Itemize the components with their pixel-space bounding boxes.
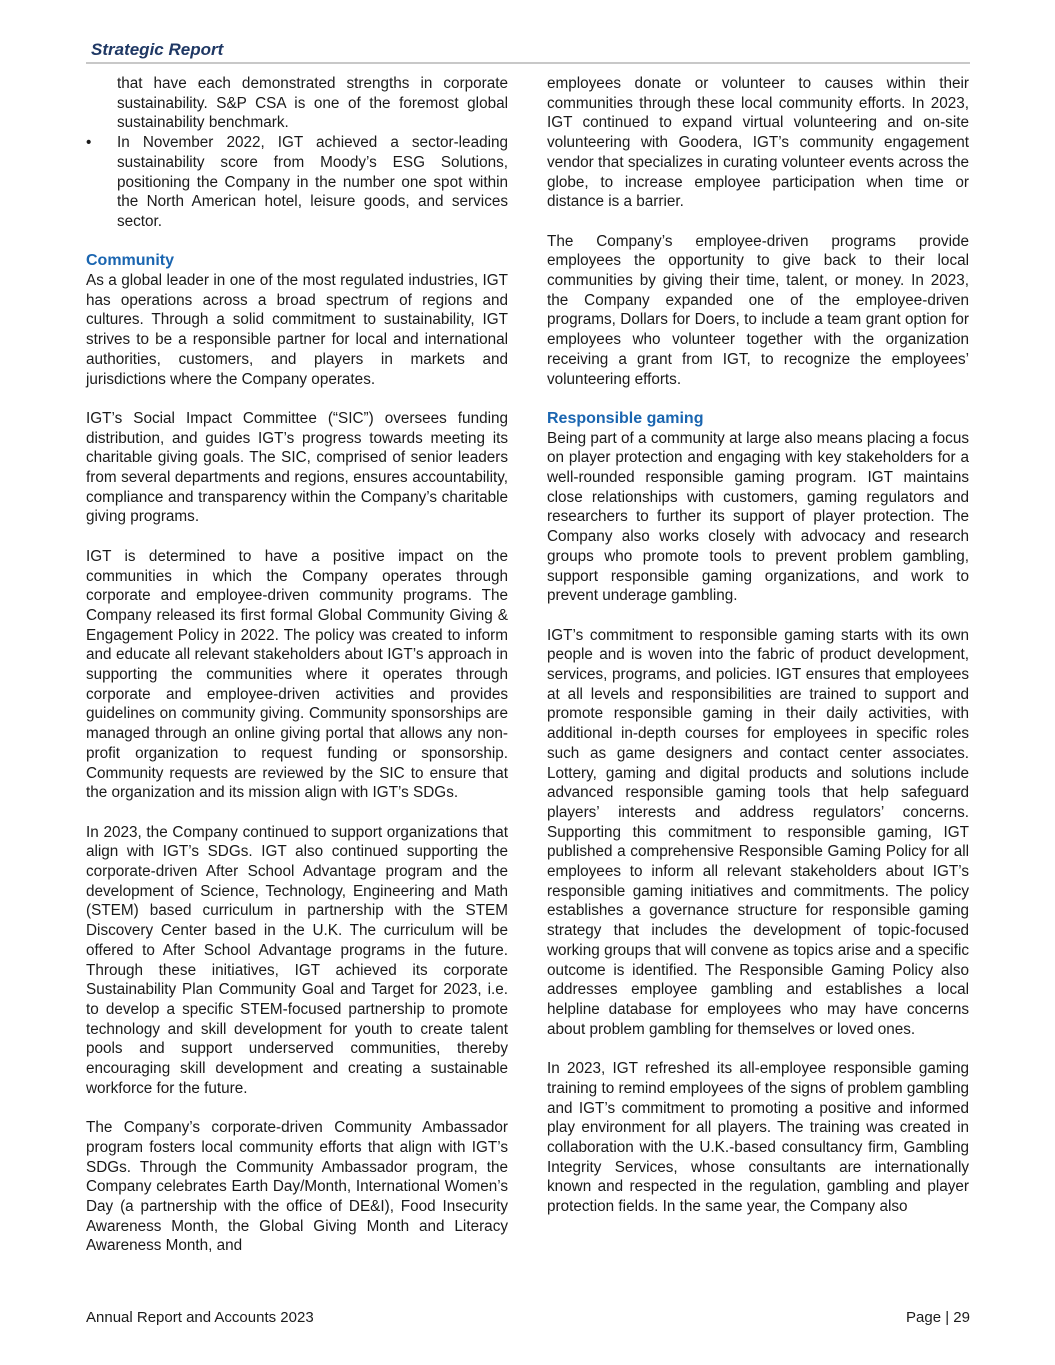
paragraph: IGT’s Social Impact Committee (“SIC”) oversees funding distribution, and guides IGT’s progress towards meeting its charitable giving goals. The SIC, comprised of senior leaders from several departments and regions, ensures accountability, compliance and transparency within the Company’s charitable giving programs. [86, 409, 508, 526]
list-item [86, 133, 508, 232]
section-heading-responsible-gaming: Responsible gaming [547, 409, 704, 427]
footer-report-title: Annual Report and Accounts 2023 [86, 1309, 314, 1326]
running-header: Strategic Report [91, 40, 224, 59]
paragraph: As a global leader in one of the most regulated industries, IGT has operations across a broad spectrum of regions and cultures. Through a solid commitment to sustainability, IGT strives to be a responsible partner for local and international authorities, customers, and players in markets and jurisdictions where the Company operates. [86, 272, 508, 388]
paragraph: Being part of a community at large also means placing a focus on player protection and engaging with key stakeholders for a well-rounded responsible gaming program. IGT maintains close relationships with customers, gaming regulators and researchers to further its support of player protection. The Company also works closely with advocacy and research groups who promote tools to prevent problem gambling, support responsible gaming organizations, and work to prevent underage gambling. [547, 429, 969, 605]
paragraph: IGT’s commitment to responsible gaming starts with its own people and is woven into the fabric of product development, services, programs, and policies. IGT ensures that employees at all levels and responsibilities are trained to support and promote responsible gaming in their daily activities, with additional in-depth courses for employees in specific roles such as game designers and contact center associates. Lottery, gaming and digital products and solutions include advanced responsible gaming tools that help safeguard players’ interests and address regulators’ concerns. Supporting this commitment to responsible gaming, IGT published a comprehensive Responsible Gaming Policy for all employees to inform all relevant stakeholders about IGT’s responsible gaming initiatives and commitments. The policy establishes a governance structure for responsible gaming strategy that includes the development of topic-focused working groups that will convene as topics arise and a specific outcome is identified. The Responsible Gaming Policy also addresses employee gambling and establishes a local helpline database for employees who may have concerns about problem gambling for themselves or loved ones. [547, 626, 969, 1038]
paragraph: employees donate or volunteer to causes within their communities through these local community efforts. In 2023, IGT continued to expand virtual volunteering and on-site volunteering with Goodera, IGT’s community engagement vendor that specializes in curating volunteer events across the globe, to increase employee participation when time or distance is a barrier. [547, 75, 969, 211]
paragraph: The Company’s corporate-driven Community Ambassador program fosters local community efforts that align with IGT’s SDGs. Through the Community Ambassador program, the Company celebrates Earth Day/Month, International Women’s Day (a partnership with the office of DE&I), Food Insecurity Awareness Month, the Global Giving Month and Literacy Awareness Month, and [86, 1119, 508, 1255]
list-item-text: that have each demonstrated strengths in corporate sustainability. S&P CSA is one of the foremost global sustainability benchmark. [117, 75, 508, 132]
header-divider [86, 62, 970, 64]
section-heading-community: Community [86, 252, 174, 270]
list-item-text: In November 2022, IGT achieved a sector-leading sustainability score from Moody’s ESG Solutions, positioning the Company in the number one spot within the North American hotel, leisure goods, and services sector. [117, 134, 508, 230]
paragraph: In 2023, IGT refreshed its all-employee responsible gaming training to remind employees of the signs of problem gambling and IGT’s commitment to promoting a positive and informed play environment for all players. The training was created in collaboration with the U.K.-based consultancy firm, Gambling Integrity Services, whose consultants are internationally known and respected in the regulation, gambling and player protection fields. In the same year, the Company also [547, 1060, 969, 1216]
paragraph: In 2023, the Company continued to support organizations that align with IGT’s SDGs. IGT also continued supporting the corporate-driven After School Advantage program and the development of Science, Technology, Engineering and Math (STEM) based curriculum in partnership with the STEM Discovery Center based in the U.K. The curriculum will be offered to After School Advantage programs in the future. Through these initiatives, IGT achieved its corporate Sustainability Plan Community Goal and Target for 2023, i.e. to develop a specific STEM-focused partnership to promote technology and skill development for youth to create talent pools and support underserved communities, thereby encouraging skill development and creating a sustainable workforce for the future. [86, 823, 508, 1097]
list-item [86, 74, 508, 133]
paragraph: IGT is determined to have a positive impact on the communities in which the Company operates through corporate and employee-driven community programs. The Company released its first formal Global Community Giving & Engagement Policy in 2022. The policy was created to inform and educate all relevant stakeholders about IGT’s approach in supporting the communities where it operates through corporate and employee-driven activities and provides guidelines on community giving. Community sponsorships are managed through an online giving portal that allows any non-profit organization to request funding or sponsorship. Community requests are reviewed by the SIC to ensure that the organization and its mission align with IGT’s SDGs. [86, 547, 508, 802]
bullet-list [86, 74, 508, 232]
footer-page-number: Page | 29 [906, 1309, 970, 1326]
paragraph: The Company’s employee-driven programs provide employees the opportunity to give back to their local communities by giving their time, talent, or money. In 2023, the Company expanded one of the employee-driven programs, Dollars for Doers, to include a team grant option for employees who volunteer together with the organization receiving a grant from IGT, to recognize the employees’ volunteering efforts. [547, 232, 969, 388]
left-column [86, 74, 508, 1276]
right-column [547, 74, 969, 1236]
bullet-marker: • [86, 134, 92, 152]
